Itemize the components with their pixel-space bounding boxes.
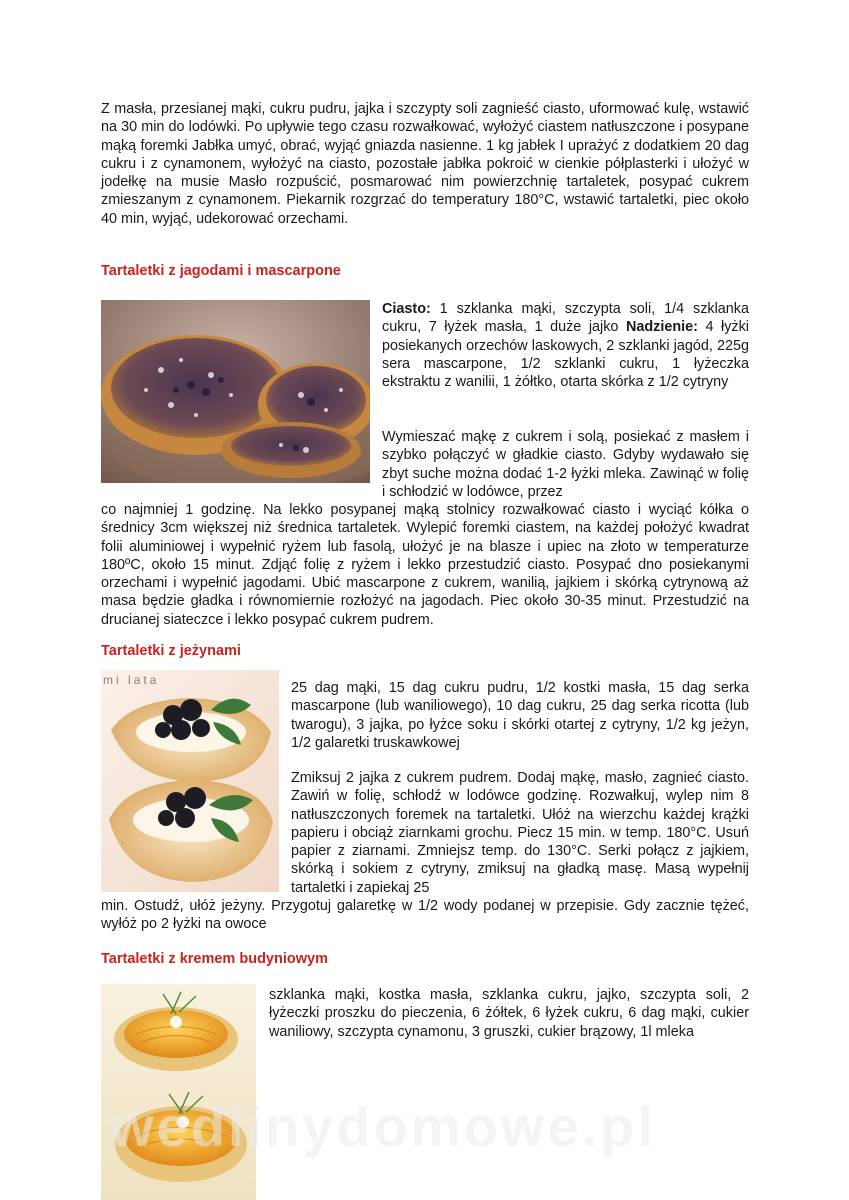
recipe2-method-full: min. Ostudź, ułóż jeżyny. Przygotuj galaretkę w 1/2 wody podanej w przepisie. Gdy zacznie tężeć, wyłóż po 2 łyżki na owoce [101,898,749,933]
recipe-title-pudding-cream: Tartaletki z kremem budyniowym [101,951,328,967]
recipe-title-blackberry: Tartaletki z jeżynami [101,643,241,659]
recipe2-method-side: Zmiksuj 2 jajka z cukrem pudrem. Dodaj mąkę, masło, zagnieć ciasto. Zawiń w folię, schłodź w lodówce godzinę. Rozwałkuj, wylep nim 8 natłuszczonych foremek na tartaletki. Ułóż na wierzchu każdej krążki papieru i obciąż ziarnkami grochu. Piecz 15 min. w temp. 180°C. Usuń papier z ziarnami. Zmniejsz temp. do 130°C. Serki połącz z jajkiem, skórką i sokiem z cytryny, zmiksuj na gładką masę. Masą wypełnij tartaletki i zapiekaj 25 [291,770,749,896]
recipe1-ingredients [382,300,749,391]
ingredients-dough-text: 1 szklanka mąki, szczypta soli, 1/4 szklanka cukru, 7 łyżek masła, 1 duże jajko [382,301,749,336]
recipe1-method-full: co najmniej 1 godzinę. Na lekko posypanej mąką stolnicy rozwałkować ciasto i wyciąć kółka o średnicy 3cm większej niż średnica tartaletek. Wylepić foremki ciastem, na każdej położyć kwadrat folii aluminiowej i wypełnić ryżem lub fasolą, ułożyć je na blasze i upiec na złoto w temperaturze 180ºC, około 15 minut. Zdjąć folię z ryżem i lekko przestudzić ciasto. Posypać dno posiekanymi orzechami i wypełnić jagodami. Ubić mascarpone z cukrem, wanilią, jajkiem i skórką cytrynową aż masa będzie gładka i równomiernie rozłożyć na jagodach. Piec około 30-35 minut. Przestudzić na drucianej siateczce i lekko posypać cukrem pudrem. [101,502,749,628]
recipe1-method-side: Wymieszać mąkę z cukrem i solą, posiekać z masłem i szybko połączyć w gładkie ciasto. Gdyby wydawało się zbyt suche można dodać 1-2 łyżki mleka. Zawinąć w folię i schłodzić w lodówce, przez [382,429,749,500]
photo-caption: mi lata [103,673,160,687]
blueberry-tartlets-photo [101,300,370,483]
intro-paragraph: Z masła, przesianej mąki, cukru pudru, jajka i szczypty soli zagnieść ciasto, uformować kulę, wstawić na 30 min do lodówki. Po upływie tego czasu rozwałkować, wyłożyć ciastem natłuszczone i posypane mąką foremki Jabłka umyć, obrać, wyjąć gniazda nasienne. 1 kg jabłek I uprażyć z dodatkiem 20 dag cukru i z cynamonem, wyłożyć na ciasto, pozostałe jabłka pokroić w cienkie półplasterki i ułożyć w jodełkę na musie Masło rozpuścić, posmarować nim powierzchnię tartaletek, posypać cukrem zmieszanym z cynamonem. Piekarnik rozgrzać do temperatury 180°C, wstawić tartaletki, piec około 40 min, wyjąć, udekorować orzechami. [101,101,749,227]
ingredients-label-filling: Nadzienie: [625,319,698,336]
pudding-tartlets-photo [101,984,256,1200]
recipe-title-blueberry: Tartaletki z jagodami i mascarpone [101,263,341,279]
blackberry-tartlets-photo [101,670,279,892]
ingredients-label-dough: Ciasto: [382,301,431,317]
ingredients-filling-text: 4 łyżki posiekanych orzechów laskowych, 2 szklanki jagód, 225g sera mascarpone, 1/2 szklanki cukru, 1 łyżeczka ekstraktu z wanilii, 1 żółtko, otarta skórka z 1/2 cytryny [382,319,750,391]
recipe3-ingredients: szklanka mąki, kostka masła, szklanka cukru, jajko, szczypta soli, 2 łyżeczki proszku do pieczenia, 6 żółtek, 6 łyżek cukru, 6 dag mąki, cukier waniliowy, szczypta cynamonu, 3 gruszki, cukier brązowy, 1l mleka [269,987,749,1040]
recipe2-ingredients: 25 dag mąki, 15 dag cukru pudru, 1/2 kostki masła, 15 dag serka mascarpone (lub waniliowego), 10 dag cukru, 25 dag serka ricotta (lub twarogu), 3 jajka, po łyżce soku i skórki otartej z cytryny, 1/2 kg jeżyn, 1/2 galaretki truskawkowej [291,680,749,751]
site-watermark: wedlinydomowe.pl [110,1095,656,1158]
